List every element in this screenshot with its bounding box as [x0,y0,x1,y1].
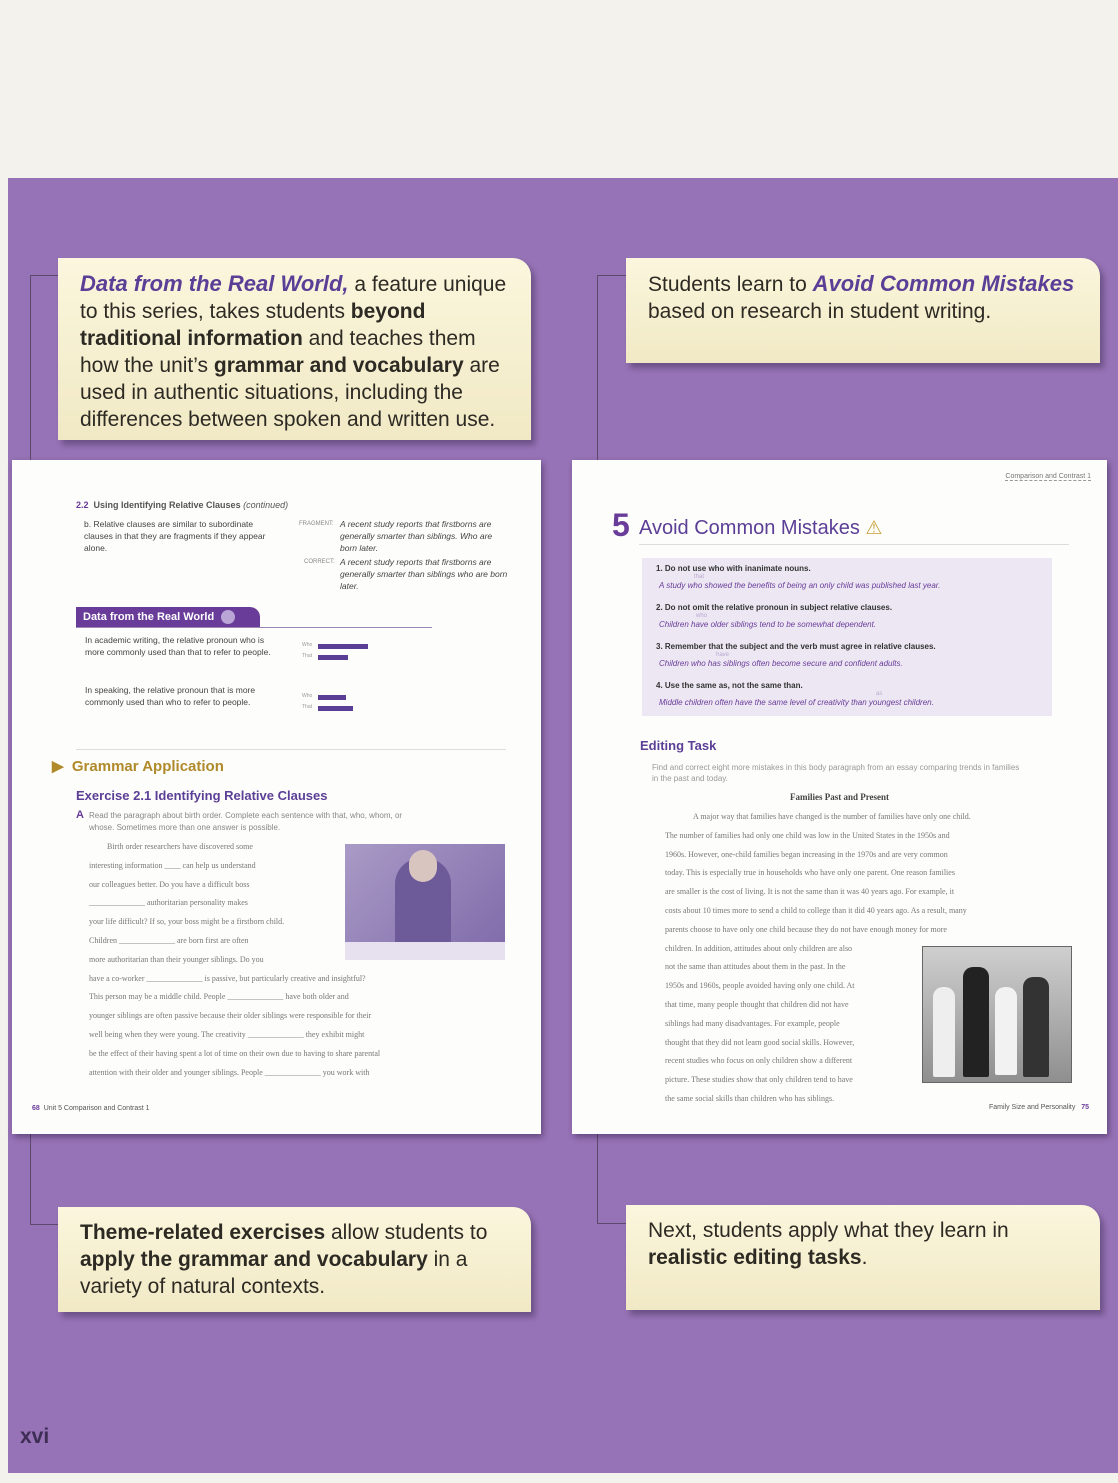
essay-line: not the same than attitudes about them in the past. In the [665,962,846,972]
exercise-title: Exercise 2.1 Identifying Relative Clauses [76,788,328,803]
exercise-paragraph [89,838,489,1082]
mistake-rule: 1. Do not use who with inanimate nouns. [656,564,811,573]
drw-paragraph-1: In academic writing, the relative pronoun who is more commonly used than that to refer to people. [85,635,271,657]
grammar-application-heading [52,757,224,775]
mistake-rule: 4. Use the same as, not the same than. [656,681,803,690]
drw-box-header [76,607,260,627]
essay-line: 1960s. However, one-child families began increasing in the 1970s and are very common [665,849,948,859]
essay-paragraph [665,808,1065,1109]
left-textbook-page [12,460,541,1134]
mistake-item [656,564,1048,603]
essay-line: that time, many people thought that children did not have [665,999,849,1009]
paragraph-line: ______________ authoritarian personality makes [89,898,248,908]
mistake-example: Children have older siblings tend to be somewhat dependent. [659,620,877,629]
drw-paragraph-2: In speaking, the relative pronoun that is more commonly used than who to refer to people. [85,685,256,707]
paragraph-line: more authoritarian than their younger siblings. Do you [89,954,264,964]
section-continued: (continued) [243,500,289,510]
callout-text: in a variety of natural contexts. [80,1248,468,1298]
avoid-mistakes-title: Avoid Common Mistakes [639,517,860,539]
bar-label-that: That [302,653,313,659]
section-number: 2.2 [76,500,89,510]
essay-line: the same social skills than children who has siblings. [665,1093,835,1103]
essay-line: A major way that families have changed is the number of families have only one child. [693,812,971,821]
paragraph-line: younger siblings are often passive because their older siblings were responsible for their [89,1011,372,1021]
paragraph-line: our colleagues better. Do you have a difficult boss [89,879,250,889]
section-heading [76,500,288,510]
section-number: 5 [612,507,630,543]
essay-line: thought that they did not learn good social skills. However, [665,1037,855,1047]
editing-task-title: Editing Task [640,738,717,753]
callout-text: Next, students apply what they learn in [648,1219,1009,1242]
section-title: Using Identifying Relative Clauses [93,500,241,510]
essay-line: parents choose to have only one child because they do not have enough money for more [665,924,947,934]
grammar-point-b: b. Relative clauses are similar to subordinate clauses in that they are fragments if they appear alone. [84,519,266,553]
page-number: 68 [32,1105,40,1112]
bar-that-academic [318,655,348,660]
fragment-example: A recent study reports that firstborns are generally smarter than siblings. Who are born later. [340,519,493,553]
essay-line: siblings had many disadvantages. For example, people [665,1018,840,1028]
essay-line: 1950s and 1960s, people avoided having only one child. At [665,981,855,991]
page-header: Comparison and Contrast 1 [1005,473,1091,480]
correct-example: A recent study reports that firstborns are generally smarter than siblings who are born later. [340,557,508,591]
callout-feature-name: Avoid Common Mistakes [812,271,1075,296]
mistake-item [656,642,1048,681]
bar-that-speaking [318,706,353,711]
drw-title: Data from the Real World [83,611,215,623]
callout-editing [626,1205,1100,1310]
mistake-fix: as [876,691,883,697]
page-number: 75 [1081,1104,1089,1111]
paragraph-line: well being when they were young. The creativity ______________ they exhibit might [89,1029,365,1039]
callout-feature-name: Data from the Real World, [80,271,349,296]
mistake-fix: that [694,574,705,580]
mistake-fix: have [716,652,730,658]
bar-who-academic [318,644,368,649]
play-triangle-icon: ▶ [52,758,64,775]
callout-bold: beyond traditional information [80,300,426,350]
mistake-list [656,564,1048,720]
bar-label-who: Who [302,642,313,648]
bar-who-speaking [318,695,346,700]
essay-line: recent studies who focus on only children show a different [665,1056,853,1066]
callout-bold: grammar and vocabulary [213,354,464,377]
exercise-letter: A [76,809,84,821]
callout-text: are used in authentic situations, including the differences between spoken and written use. [80,354,500,431]
paragraph-line: Birth order researchers have discovered some [107,842,253,851]
callout-text: based on research in student writing. [648,300,992,323]
bar-label-that: That [302,704,313,710]
callout-text: Students learn to [648,273,813,296]
front-matter-page-number: xvi [20,1425,50,1448]
paragraph-line: be the effect of their having spent a lot of time on their own due to having to share parental [89,1048,381,1058]
mistake-example: A study who showed the benefits of being an only child was published last year. [659,581,941,590]
callout-text: a feature unique to this series, takes students [80,273,507,323]
paragraph-line: interesting information ____ can help us understand [89,860,256,870]
mistake-fix: who [696,613,708,619]
mistake-rule: 3. Remember that the subject and the verb must agree in relative clauses. [656,642,936,651]
editing-instructions: Find and correct eight more mistakes in this body paragraph from an essay comparing trends in families in the past and today. [652,763,1020,783]
callout-bold: apply the grammar and vocabulary [80,1248,428,1271]
paragraph-line: Children ______________ are born first are often [89,935,249,945]
callout-text: allow students to [325,1221,488,1244]
divider [76,749,506,750]
paragraph-line: have a co-worker ______________ is passive, but particularly creative and insightful? [89,973,366,983]
warning-icon: ⚠ [865,518,883,539]
essay-line: children. In addition, attitudes about only children are also [665,943,853,953]
callout-bold: realistic editing tasks [648,1246,862,1269]
globe-icon [221,610,235,624]
page-footer: Family Size and Personality [988,1104,1076,1111]
essay-title: Families Past and Present [789,792,890,802]
callout-theme-exercises [58,1207,531,1312]
essay-line: are smaller is the cost of living. It is not the same than it was 40 years ago. For example, it [665,887,955,897]
essay-line: today. This is especially true in households who have only one parent. One reason families [665,868,955,878]
exercise-instructions: Read the paragraph about birth order. Complete each sentence with that, who, whom, or whose. Sometimes more than one answer is possible. [89,811,403,832]
divider [639,544,1069,545]
callout-data-real-world [58,258,531,440]
mistake-example: Children who has siblings often become secure and confident adults. [659,659,903,668]
mistake-item [656,603,1048,642]
paragraph-line: your life difficult? If so, your boss might be a firstborn child. [89,917,285,927]
mistake-rule: 2. Do not omit the relative pronoun in subject relative clauses. [656,603,893,612]
avoid-mistakes-heading [639,517,882,540]
fragment-label: FRAGMENT: [299,521,334,527]
essay-line: The number of families had only one child was low in the United States in the 1950s and [665,830,950,840]
mistake-item [656,681,1048,720]
essay-line: picture. These studies show that only children tend to have [665,1075,853,1085]
bar-label-who: Who [302,693,313,699]
correct-label: CORRECT: [304,559,335,565]
paragraph-line: This person may be a middle child. People ______________ have both older and [89,992,349,1002]
paragraph-line: attention with their older and younger siblings. People ______________ you work with [89,1067,370,1077]
right-textbook-page [572,460,1107,1134]
callout-text: . [861,1246,868,1269]
grammar-application-title: Grammar Application [71,758,224,775]
mistake-example: Middle children often have the same level of creativity than youngest children. [659,698,934,707]
callout-bold: Theme-related exercises [80,1221,326,1244]
drw-rule [76,627,432,628]
callout-avoid-mistakes [626,258,1100,363]
page-footer: Unit 5 Comparison and Contrast 1 [43,1105,150,1112]
callout-text: and teaches them how the unit’s [80,327,476,377]
essay-line: costs about 10 times more to send a child to college than it did 40 years ago. As a result, many [665,905,967,915]
